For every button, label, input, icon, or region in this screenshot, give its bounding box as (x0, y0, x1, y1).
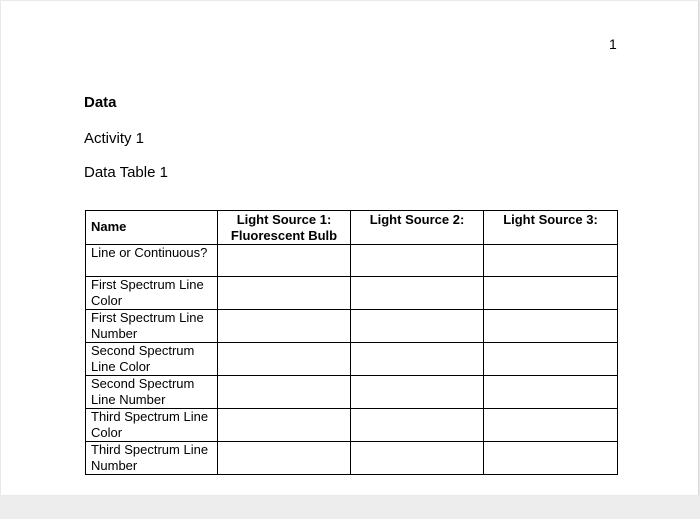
table-cell[interactable] (484, 343, 618, 376)
table-cell[interactable] (218, 376, 351, 409)
table-cell[interactable] (218, 277, 351, 310)
viewer-background (0, 496, 700, 519)
table-cell[interactable] (351, 442, 484, 475)
column-header-light-source-1: Light Source 1: Fluorescent Bulb (218, 211, 351, 245)
table-row (86, 442, 618, 475)
table-row (86, 310, 618, 343)
document-page (1, 1, 699, 495)
table-cell[interactable] (484, 376, 618, 409)
table-cell[interactable] (484, 245, 618, 277)
table-row (86, 376, 618, 409)
section-heading: Data (84, 94, 117, 111)
row-label: Second Spectrum Line Number (86, 376, 218, 409)
activity-label: Activity 1 (84, 130, 145, 147)
table-header-row (86, 211, 618, 245)
table-cell[interactable] (484, 277, 618, 310)
table-cell[interactable] (351, 310, 484, 343)
table-row (86, 245, 618, 277)
table-cell[interactable] (218, 343, 351, 376)
row-label: Third Spectrum Line Number (86, 442, 218, 475)
table-cell[interactable] (351, 343, 484, 376)
table-cell[interactable] (484, 442, 618, 475)
row-label: Line or Continuous? (86, 245, 218, 277)
page-number: 1 (609, 36, 617, 52)
data-table (85, 210, 618, 475)
row-label: First Spectrum Line Number (86, 310, 218, 343)
column-header-light-source-3: Light Source 3: (484, 211, 618, 245)
table-cell[interactable] (218, 310, 351, 343)
table-row (86, 277, 618, 310)
table-caption: Data Table 1 (84, 164, 168, 181)
table-cell[interactable] (484, 310, 618, 343)
table-cell[interactable] (351, 245, 484, 277)
table-cell[interactable] (484, 409, 618, 442)
column-header-name: Name (86, 211, 218, 245)
table-cell[interactable] (218, 442, 351, 475)
column-header-light-source-2: Light Source 2: (351, 211, 484, 245)
row-label: Third Spectrum Line Color (86, 409, 218, 442)
table-cell[interactable] (351, 277, 484, 310)
table-row (86, 409, 618, 442)
table-cell[interactable] (218, 245, 351, 277)
table-cell[interactable] (351, 376, 484, 409)
row-label: First Spectrum Line Color (86, 277, 218, 310)
row-label: Second Spectrum Line Color (86, 343, 218, 376)
table-cell[interactable] (218, 409, 351, 442)
table-cell[interactable] (351, 409, 484, 442)
table-row (86, 343, 618, 376)
